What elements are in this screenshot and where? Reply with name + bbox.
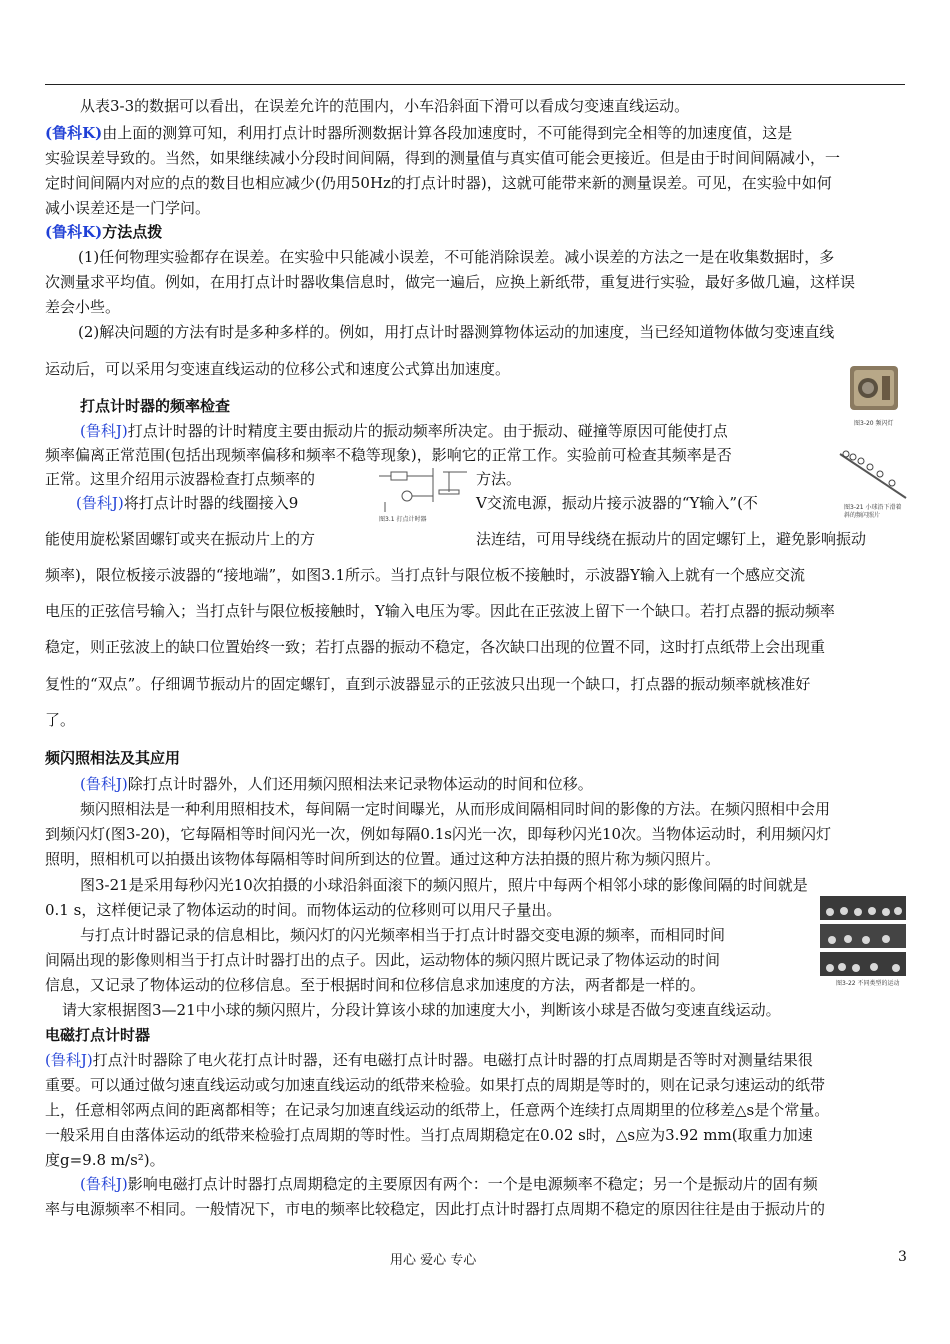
header-rule — [45, 84, 905, 85]
incline-ball-figure — [838, 440, 908, 520]
text-line — [45, 900, 561, 920]
text-run: 一般采用自由落体运动的纸带来检验打点周期的等时性。当打点周期稳定在0.02 s时，△s应为3.92 mm(取重力加速 — [45, 1126, 813, 1144]
text-line — [45, 565, 805, 585]
text-line — [45, 1199, 825, 1219]
text-run: 由上面的测算可知，利用打点计时器所测数据计算各段加速度时，不可能得到完全相等的加速度值，这是 — [102, 124, 793, 142]
text-run: (2)解决问题的方法有时是多种多样的。例如，用打点计时器测算物体运动的加速度，当已经知道物体做匀变速直线 — [78, 323, 835, 341]
text-line — [80, 875, 808, 895]
text-line — [80, 1174, 818, 1194]
text-run: 上，任意相邻两点间的距离都相等；在记录匀加速直线运动的纸带上，任意两个连续打点周期里的位移差△s是个常量。 — [45, 1101, 830, 1119]
text-line — [45, 1100, 829, 1120]
text-line — [80, 925, 725, 945]
fig-3-21-caption: 图3-21 小球沿下滑着斜的频闪照片 — [844, 504, 902, 519]
text-run: 0.1 s，这样便记录了物体运动的时间。而物体运动的位移则可以用尺子量出。 — [45, 901, 562, 919]
strobe-photo-figure — [820, 896, 906, 988]
text-run: 照明，照相机可以拍摄出该物体每隔相等时间所到达的位置。通过这种方法拍摄的照片称为频闪照片。 — [45, 850, 721, 868]
text-line — [45, 359, 510, 379]
text-run: 频率偏离正常范围(包括出现频率偏移和频率不稳等现象)，影响它的正常工作。实验前可检查其频率是否 — [45, 446, 732, 464]
text-line — [45, 222, 162, 242]
text-line — [45, 123, 792, 143]
text-line — [45, 748, 180, 768]
page-footer: 用心 爱心 专心 — [390, 1253, 477, 1268]
text-line — [476, 493, 758, 513]
text-line — [80, 799, 830, 819]
text-line — [80, 396, 230, 416]
text-line — [45, 1150, 165, 1170]
text-run: 实验误差导致的。当然，如果继续减小分段时间间隔，得到的测量值与真实值可能会更接近。但是由于时间间隔减小，一 — [45, 149, 841, 167]
text-line — [45, 601, 835, 621]
text-run: 影响电磁打点计时器打点周期稳定的主要原因有两个：一个是电源频率不稳定；另一个是振动片的固有频 — [127, 1175, 818, 1193]
section-heading: 打点计时器的频率检查 — [80, 397, 231, 415]
section-heading: 方法点拨 — [102, 223, 163, 241]
strobe-lamp-figure — [842, 360, 906, 430]
text-line — [45, 1125, 813, 1145]
text-line — [45, 469, 315, 489]
source-tag: (鲁科K) — [45, 223, 103, 241]
text-line — [45, 824, 831, 844]
text-run: 差会小些。 — [45, 298, 121, 316]
fig-3-1-caption: 图3.1 打点计时器 — [379, 516, 427, 523]
text-run: 减小误差还是一门学问。 — [45, 199, 211, 217]
text-line — [45, 198, 210, 218]
text-line — [45, 1025, 150, 1045]
text-run: 从表3-3的数据可以看出，在误差允许的范围内，小车沿斜面下滑可以看成匀变速直线运动。 — [80, 97, 690, 115]
text-run: 频闪照相法是一种利用照相技术，每间隔一定时间曝光，从而形成间隔相同时间的影像的方法。在频闪照相中会用 — [80, 800, 831, 818]
text-run: 将打点计时器的线圈接入9 — [123, 494, 299, 512]
text-run: 重要。可以通过做匀速直线运动或匀加速直线运动的纸带来检验。如果打点的周期是等时的，则在记录匀速运动的纸带 — [45, 1076, 826, 1094]
text-line — [45, 849, 720, 869]
text-run: 率与电源频率不相同。一般情况下，市电的频率比较稳定，因此打点计时器打点周期不稳定的原因往往是由于振动片的 — [45, 1200, 826, 1218]
source-tag: (鲁科J) — [76, 494, 124, 512]
text-line — [476, 529, 866, 549]
text-run: 与打点计时器记录的信息相比，频闪灯的闪光频率相当于打点计时器交变电源的频率，而相同时间 — [80, 926, 726, 944]
text-line — [80, 774, 593, 794]
text-line — [45, 272, 855, 292]
source-tag: (鲁科J) — [80, 422, 128, 440]
text-line — [45, 710, 75, 730]
text-line — [45, 674, 810, 694]
text-run: 定时间间隔内对应的点的数目也相应减少(仍用50Hz的打点计时器)，这就可能带来新的测量误差。可见，在实验中如何 — [45, 174, 832, 192]
text-line — [45, 529, 315, 549]
text-line — [76, 493, 298, 513]
text-run: 到频闪灯(图3-20)，它每隔相等时间闪光一次，例如每隔0.1s闪光一次，即每秒闪光10次。当物体运动时，利用频闪灯 — [45, 825, 832, 843]
text-line — [45, 173, 832, 193]
strobe-photo-image — [820, 896, 906, 978]
section-heading: 频闪照相法及其应用 — [45, 749, 181, 767]
text-run: 间隔出现的影像则相当于打点计时器打出的点子。因此，运动物体的频闪照片既记录了物体运动的时间 — [45, 951, 721, 969]
timer-circuit-diagram — [377, 462, 469, 516]
text-run: 方法。 — [476, 470, 522, 488]
text-line — [45, 637, 825, 657]
source-tag: (鲁科J) — [80, 1175, 128, 1193]
text-line — [80, 421, 728, 441]
text-run: 复性的“双点”。仔细调节振动片的固定螺钉，直到示波器显示的正弦波只出现一个缺口，打点器的振动频率就核准好 — [45, 675, 811, 693]
text-line — [476, 469, 521, 489]
text-line — [80, 96, 689, 116]
text-line — [45, 297, 120, 317]
text-run: V交流电源，振动片接示波器的“Y输入”(不 — [476, 494, 758, 512]
text-run: 稳定，则正弦波上的缺口位置始终一致；若打点器的振动不稳定，各次缺口出现的位置不同，这时打点纸带上会出现重 — [45, 638, 826, 656]
text-run: 打点计时器的计时精度主要由振动片的振动频率所决定。由于振动、碰撞等原因可能使打点 — [127, 422, 728, 440]
text-line — [45, 1050, 813, 1070]
text-run: 能使用旋松紧固螺钉或夹在振动片上的方 — [45, 530, 316, 548]
text-run: 信息，又记录了物体运动的位移信息。至于根据时间和位移信息求加速度的方法，两者都是一样的。 — [45, 976, 706, 994]
text-run: 法连结，可用导线绕在振动片的固定螺钉上，避免影响振动 — [476, 530, 867, 548]
text-run: 度g=9.8 m/s²)。 — [45, 1151, 165, 1169]
text-run: 了。 — [45, 711, 76, 729]
text-line — [45, 1075, 825, 1095]
incline-ball-image — [838, 440, 908, 504]
text-run: (1)任何物理实验都存在误差。在实验中只能减小误差，不可能消除误差。减小误差的方法之一是在收集数据时，多 — [78, 248, 835, 266]
text-run: 次测量求平均值。例如，在用打点计时器收集信息时，做完一遍后，应换上新纸带，重复进行实验，最好多做几遍，这样误 — [45, 273, 856, 291]
source-tag: (鲁科J) — [45, 1051, 93, 1069]
timer-circuit-figure — [377, 462, 469, 526]
page-number: 3 — [898, 1249, 907, 1265]
text-run: 请大家根据图3—21中小球的频闪照片，分段计算该小球的加速度大小，判断该小球是否做匀变速直线运动。 — [62, 1001, 781, 1019]
text-run: 图3-21是采用每秒闪光10次拍摄的小球沿斜面滚下的频闪照片，照片中每两个相邻小球的影像间隔的时间就是 — [80, 876, 808, 894]
text-run: 打点汁时器除了电火花打点计时器，还有电磁打点计时器。电磁打点计时器的打点周期是否等时对测量结果很 — [92, 1051, 813, 1069]
text-line — [45, 975, 705, 995]
fig-3-20-caption: 图3-20 频闪灯 — [854, 420, 894, 427]
text-line — [62, 1000, 781, 1020]
text-run: 除打点计时器外，人们还用频闪照相法来记录物体运动的时间和位移。 — [127, 775, 593, 793]
text-run: 正常。这里介绍用示波器检查打点频率的 — [45, 470, 316, 488]
source-tag: (鲁科J) — [80, 775, 128, 793]
text-line — [45, 950, 720, 970]
text-run: 运动后，可以采用匀变速直线运动的位移公式和速度公式算出加速度。 — [45, 360, 511, 378]
text-run: 电压的正弦信号输入；当打点针与限位板接触时，Y输入电压为零。因此在正弦波上留下一个缺口。若打点器的振动频率 — [45, 602, 835, 620]
text-line — [78, 247, 834, 267]
source-tag: (鲁科K) — [45, 124, 103, 142]
fig-3-22-caption: 图3-22 不同类型的运动 — [836, 980, 900, 987]
text-line — [78, 322, 834, 342]
section-heading: 电磁打点计时器 — [45, 1026, 151, 1044]
text-line — [45, 148, 840, 168]
text-run: 频率)，限位板接示波器的“接地端”，如图3.1所示。当打点针与限位板不接触时，示波器Y输入上就有一个感应交流 — [45, 566, 805, 584]
